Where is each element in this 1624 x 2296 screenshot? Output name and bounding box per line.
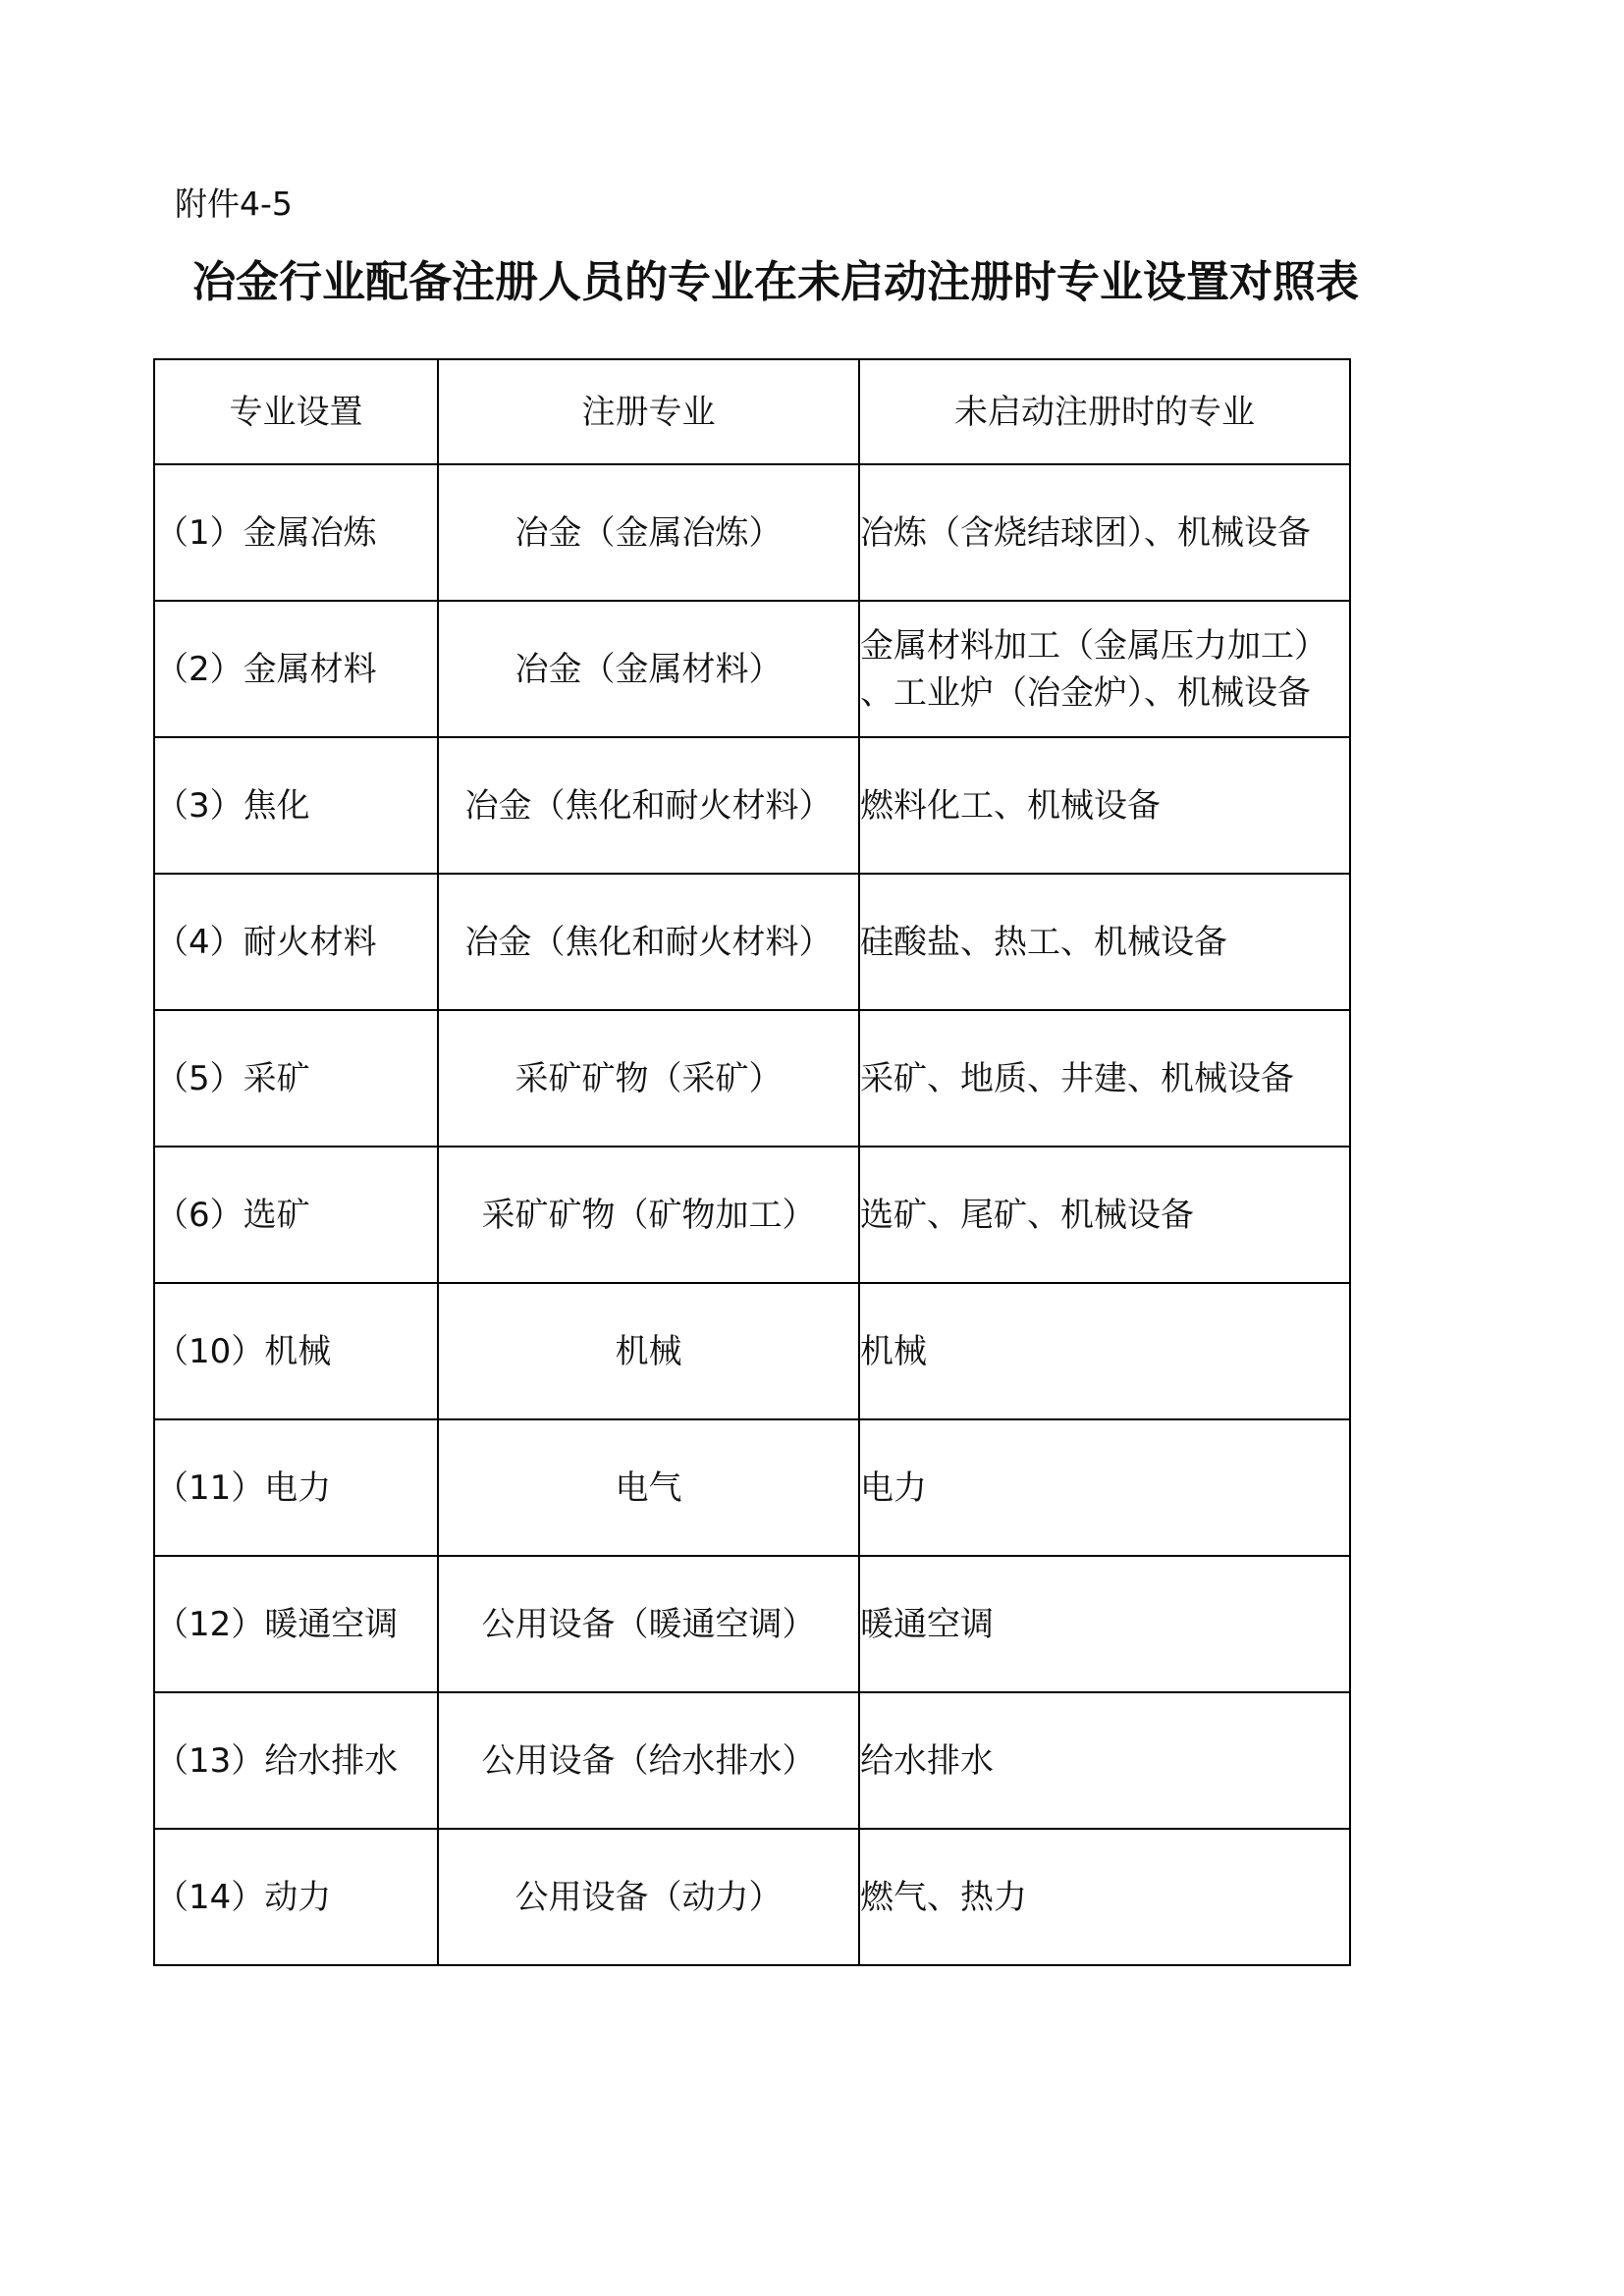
cell-original-text: 金属材料加工（金属压力加工） 、工业炉（冶金炉）、机械设备 [860,625,1327,713]
header-setting: 专业设置 [154,359,438,464]
cell-setting: （13）给水排水 [154,1692,438,1829]
cell-setting: （1）金属冶炼 [154,464,438,601]
cell-original: 给水排水 [859,1692,1350,1829]
cell-setting: （2）金属材料 [154,601,438,737]
cell-setting: （12）暖通空调 [154,1556,438,1692]
cell-registered: 机械 [438,1283,859,1419]
cell-registered: 公用设备（给水排水） [438,1692,859,1829]
document-title: 冶金行业配备注册人员的专业在未启动注册时专业设置对照表 [192,257,1359,307]
cell-registered: 冶金（金属冶炼） [438,464,859,601]
cell-setting: （11）电力 [154,1419,438,1556]
cell-original: 冶炼（含烧结球团）、机械设备 [859,464,1350,601]
header-original: 未启动注册时的专业 [859,359,1350,464]
cell-original: 电力 [859,1419,1350,1556]
cell-original: 暖通空调 [859,1556,1350,1692]
cell-registered: 冶金（焦化和耐火材料） [438,874,859,1010]
cell-setting: （6）选矿 [154,1147,438,1283]
table-header-row [154,359,1350,464]
table-row [154,1147,1350,1283]
table-row [154,1556,1350,1692]
cell-setting: （3）焦化 [154,737,438,874]
cell-original [859,601,1350,737]
cell-registered: 公用设备（暖通空调） [438,1556,859,1692]
header-registered: 注册专业 [438,359,859,464]
table-row [154,1829,1350,1965]
cell-registered: 冶金（金属材料） [438,601,859,737]
cell-registered: 采矿矿物（矿物加工） [438,1147,859,1283]
table-row [154,601,1350,737]
cell-setting: （14）动力 [154,1829,438,1965]
table-row [154,1692,1350,1829]
cell-registered: 电气 [438,1419,859,1556]
table-row [154,1283,1350,1419]
comparison-table [153,358,1351,1966]
cell-original: 采矿、地质、井建、机械设备 [859,1010,1350,1147]
table-row [154,464,1350,601]
cell-original: 燃料化工、机械设备 [859,737,1350,874]
table-row [154,1010,1350,1147]
cell-original: 机械 [859,1283,1350,1419]
table-row [154,1419,1350,1556]
cell-original: 选矿、尾矿、机械设备 [859,1147,1350,1283]
table-row [154,874,1350,1010]
cell-setting: （10）机械 [154,1283,438,1419]
attachment-label: 附件4-5 [175,185,293,223]
cell-registered: 冶金（焦化和耐火材料） [438,737,859,874]
table-row [154,737,1350,874]
cell-original: 燃气、热力 [859,1829,1350,1965]
cell-setting: （5）采矿 [154,1010,438,1147]
cell-registered: 公用设备（动力） [438,1829,859,1965]
cell-registered: 采矿矿物（采矿） [438,1010,859,1147]
cell-setting: （4）耐火材料 [154,874,438,1010]
cell-original: 硅酸盐、热工、机械设备 [859,874,1350,1010]
